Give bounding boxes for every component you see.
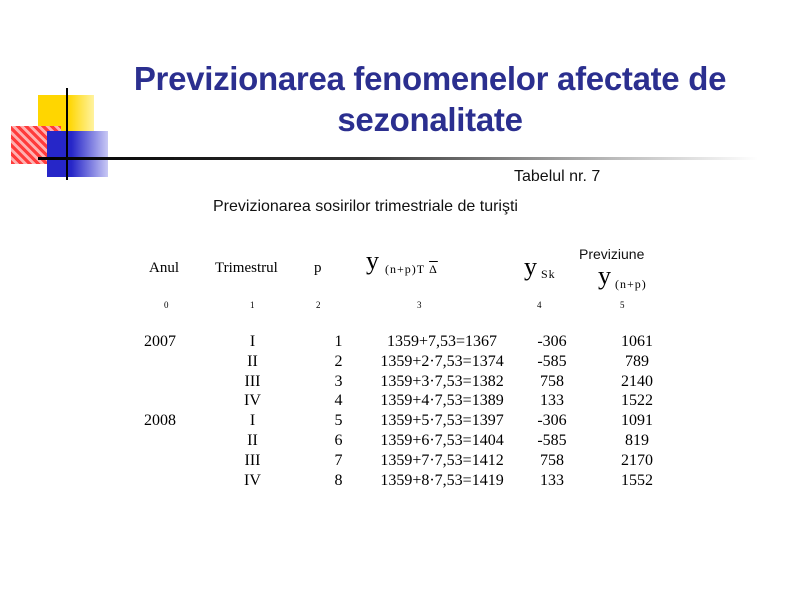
cell-year xyxy=(130,391,190,411)
cell-sk: -585 xyxy=(537,431,567,449)
cell-p: 1 xyxy=(334,333,343,350)
cell-year: 2008 xyxy=(144,412,176,430)
header-sk-sub: Sk xyxy=(541,267,556,281)
header-trimestrul: Trimestrul xyxy=(215,260,278,276)
table-row xyxy=(130,391,692,411)
header-trend xyxy=(366,246,438,276)
header-trend-y: y xyxy=(366,246,379,275)
cell-sk: 133 xyxy=(540,471,564,489)
header-sk xyxy=(524,252,556,282)
table-row xyxy=(130,372,692,392)
column-index-2: 2 xyxy=(316,300,321,310)
cell-forecast: 1552 xyxy=(621,471,653,489)
cell-sk: 758 xyxy=(540,451,564,469)
cell-quarter: I xyxy=(249,333,256,350)
cell-forecast: 789 xyxy=(625,352,649,370)
column-index-5: 5 xyxy=(620,300,625,310)
header-prev xyxy=(598,261,647,291)
cell-year xyxy=(130,372,190,392)
cell-quarter: II xyxy=(247,352,258,370)
title-divider xyxy=(38,157,758,160)
table-row xyxy=(130,471,692,491)
cell-year xyxy=(130,352,190,372)
cell-forecast: 1522 xyxy=(621,392,653,410)
cell-trend: 1359+2·7,53=1374 xyxy=(380,352,504,370)
table-caption: Previzionarea sosirilor trimestriale de turişti xyxy=(213,198,518,215)
cell-trend: 1359+7·7,53=1412 xyxy=(380,451,504,469)
cell-forecast: 1091 xyxy=(621,412,653,430)
logo-vertical-line xyxy=(66,88,68,180)
cell-year: 2007 xyxy=(144,333,176,350)
header-prev-y: y xyxy=(598,261,611,290)
cell-trend: 1359+3·7,53=1382 xyxy=(380,372,504,390)
slide-title: Previzionarea fenomenelor afectate de sezonalitate xyxy=(133,60,727,138)
cell-year xyxy=(130,431,190,451)
cell-quarter: II xyxy=(247,431,258,449)
column-index-0: 0 xyxy=(164,300,169,310)
cell-quarter: III xyxy=(244,372,261,390)
table-row xyxy=(130,431,692,451)
cell-trend: 1359+6·7,53=1404 xyxy=(380,431,504,449)
table-row xyxy=(130,411,692,431)
column-index-4: 4 xyxy=(537,300,542,310)
table-number-label: Tabelul nr. 7 xyxy=(514,168,601,185)
cell-trend: 1359+7,53=1367 xyxy=(386,333,498,350)
cell-quarter: IV xyxy=(244,471,261,489)
header-trend-delta: Δ xyxy=(429,262,438,276)
cell-trend: 1359+4·7,53=1389 xyxy=(380,392,504,410)
header-trend-sub: (n+p)T xyxy=(385,262,426,276)
logo-blue-square xyxy=(47,131,108,177)
cell-p: 6 xyxy=(334,431,343,449)
cell-quarter: IV xyxy=(244,392,261,410)
column-index-1: 1 xyxy=(250,300,255,310)
cell-forecast: 819 xyxy=(625,431,649,449)
cell-sk: 133 xyxy=(540,392,564,410)
forecast-table xyxy=(130,332,692,490)
cell-sk: 758 xyxy=(540,372,564,390)
header-prev-sub: (n+p) xyxy=(615,277,647,291)
cell-trend: 1359+5·7,53=1397 xyxy=(380,412,504,430)
cell-sk: -585 xyxy=(537,352,567,370)
table-row xyxy=(130,332,692,352)
cell-forecast: 2140 xyxy=(621,372,653,390)
cell-p: 3 xyxy=(334,372,343,390)
column-index-3: 3 xyxy=(417,300,422,310)
cell-p: 2 xyxy=(334,352,343,370)
header-sk-y: y xyxy=(524,252,537,281)
cell-p: 8 xyxy=(334,471,343,489)
cell-p: 7 xyxy=(334,451,343,469)
table-row xyxy=(130,352,692,372)
cell-forecast: 1061 xyxy=(621,333,653,350)
cell-year xyxy=(130,451,190,471)
header-anul: Anul xyxy=(149,260,179,276)
cell-year xyxy=(130,471,190,491)
table-row xyxy=(130,451,692,471)
cell-sk: -306 xyxy=(537,333,567,350)
cell-p: 4 xyxy=(334,392,343,410)
header-previziune: Previziune xyxy=(579,246,645,262)
header-p: p xyxy=(314,260,322,276)
cell-trend: 1359+8·7,53=1419 xyxy=(380,471,504,489)
cell-quarter: III xyxy=(244,451,261,469)
cell-sk: -306 xyxy=(537,412,567,430)
cell-quarter: I xyxy=(249,412,256,430)
cell-p: 5 xyxy=(334,412,343,430)
cell-forecast: 2170 xyxy=(621,451,653,469)
